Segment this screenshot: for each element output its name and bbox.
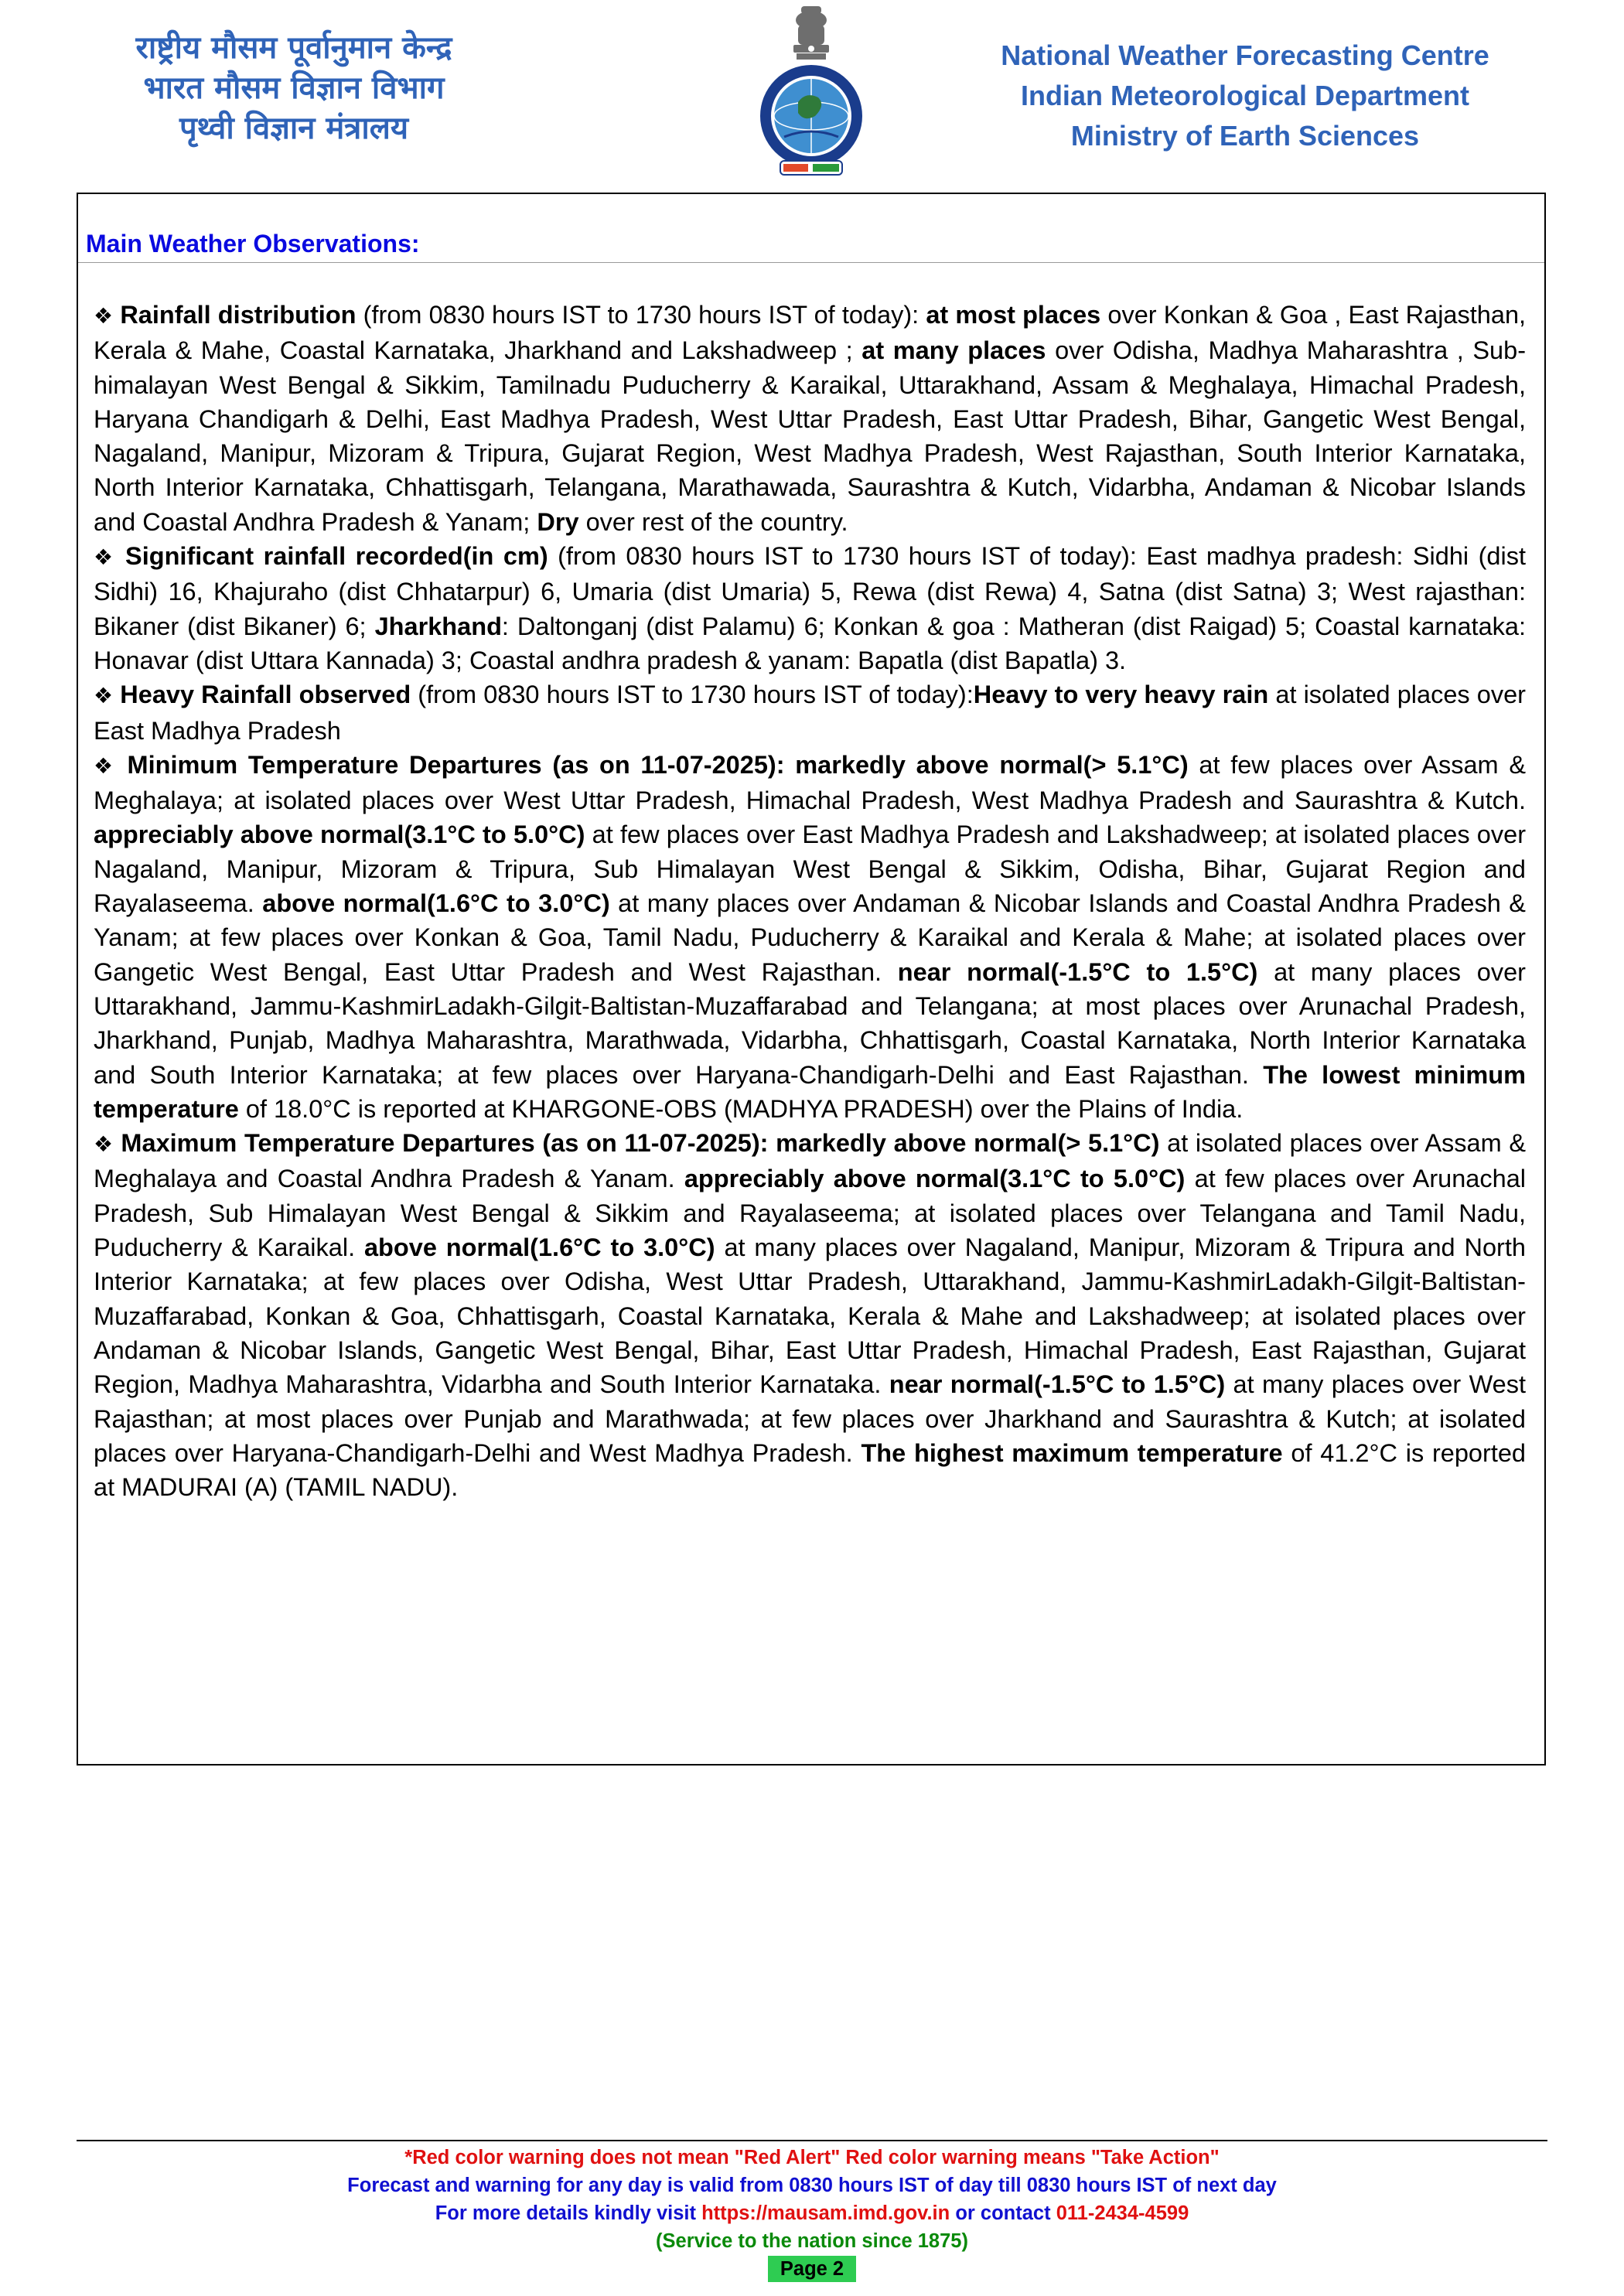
phone-number: 011-2434-4599 bbox=[1056, 2202, 1189, 2224]
hindi-line-2: भारत मौसम विज्ञान विभाग bbox=[143, 70, 445, 106]
most-places-text: over Konkan & Goa , East Rajasthan, Kerala & Mahe, Coastal Karnataka, Jharkhand and Lakshadweep ; bbox=[94, 301, 1527, 365]
rainfall-period: (from 0830 hours IST to 1730 hours IST of today): bbox=[363, 301, 919, 329]
footer-divider bbox=[77, 2140, 1547, 2141]
bullet-icon: ❖ bbox=[94, 1131, 114, 1158]
max-temp-text-4: at many places over West Rajasthan; at most places over Punjab and Marathwada; at few places over Jharkhand and Saurashtra & Kutch; at isolated places over Haryana-Chandigarh-Delhi and West Madhya Pradesh. bbox=[94, 1370, 1527, 1467]
observations-title: Main Weather Observations: bbox=[86, 230, 420, 258]
english-line-1: National Weather Forecasting Centre bbox=[1001, 39, 1489, 71]
min-temp-bold-4: near normal(-1.5°C to 1.5°C) bbox=[897, 957, 1258, 986]
min-temp-text-3: at many places over Andaman & Nicobar Islands and Coastal Andhra Pradesh & Yanam; at few places over Konkan & Goa, Tamil Nadu, Puducherry & Karaikal and Kerala & Mahe; at isolated places over Gangetic West Bengal, East Uttar Pradesh and West Rajasthan. bbox=[94, 889, 1526, 986]
hindi-org-name bbox=[85, 28, 503, 148]
min-temp-text-1: at few places over Assam & Meghalaya; at isolated places over West Uttar Pradesh, Himachal Pradesh, West Madhya Pradesh and Saurashtra & Kutch. bbox=[94, 750, 1527, 815]
website-link[interactable]: https://mausam.imd.gov.in bbox=[701, 2202, 950, 2224]
bullet-icon: ❖ bbox=[94, 683, 114, 709]
significant-rainfall-paragraph bbox=[94, 539, 1526, 677]
contact-prefix: For more details kindly visit bbox=[435, 2202, 696, 2224]
hindi-line-3: पृथ्वी विज्ञान मंत्रालय bbox=[179, 111, 409, 146]
english-line-2: Indian Meteorological Department bbox=[1020, 80, 1470, 111]
observations-body bbox=[94, 298, 1526, 1504]
dry-text: over rest of the country. bbox=[585, 507, 848, 536]
jharkhand-label: Jharkhand bbox=[374, 612, 502, 640]
min-temp-text-2: at few places over East Madhya Pradesh and Lakshadweep; at isolated places over Nagaland, Manipur, Mizoram & Tripura, Sub Himalayan West Bengal & Sikkim, Odisha, Bihar, Gujarat Region and Rayalaseema. bbox=[94, 820, 1527, 918]
many-places-text: over Odisha, Madhya Maharashtra , Sub-himalayan West Bengal & Sikkim, Tamilnadu Puducherry & Karaikal, Uttarakhand, Assam & Meghalaya, Himachal Pradesh, Haryana Chandigarh & Delhi, East Madhya Pradesh, West Uttar Pradesh, East Uttar Pradesh, Bihar, Gangetic West Bengal, Nagaland, Manipur, Mizoram & Tripura, Gujarat Region, West Madhya Pradesh, West Rajasthan, South Interior Karnataka, North Interior Karnataka, Chhattisgarh, Telangana, Marathawada, Saurashtra & Kutch, Vidarbha, Andaman & Nicobar Islands and Coastal Andhra Pradesh & Yanam; bbox=[94, 336, 1527, 536]
hindi-line-1: राष्ट्रीय मौसम पूर्वानुमान केन्द्र bbox=[135, 30, 452, 66]
rainfall-label: Rainfall distribution bbox=[120, 301, 357, 329]
title-divider bbox=[78, 262, 1544, 263]
max-temp-label: Maximum Temperature Departures (as on 11-07-2025): markedly above normal(> 5.1°C) bbox=[121, 1129, 1160, 1158]
max-temp-bold-2: appreciably above normal(3.1°C to 5.0°C) bbox=[684, 1165, 1186, 1193]
bullet-icon: ❖ bbox=[94, 752, 117, 779]
max-temp-text-2: at few places over Arunachal Pradesh, Sub Himalayan West Bengal & Sikkim and Rayalaseema; at isolated places over Telangana and Tamil Nadu, Puducherry & Karaikal. bbox=[94, 1165, 1526, 1262]
min-temp-text-4: at many places over Uttarakhand, Jammu-KashmirLadakh-Gilgit-Baltistan-Muzaffarabad and Telangana; at most places over Arunachal Pradesh, Jharkhand, Punjab, Madhya Maharashtra, Marathwada, Vidarbha, Chhattisgarh, Coastal Karnataka, North Interior Karnataka and South Interior Karnataka; at few places over Haryana-Chandigarh-Delhi and East Rajasthan. bbox=[94, 957, 1526, 1089]
heavy-rain-label: Heavy to very heavy rain bbox=[973, 681, 1269, 709]
significant-rainfall-text-1: (from 0830 hours IST to 1730 hours IST of today): East madhya pradesh: Sidhi (dist Sidhi) 16, Khajuraho (dist Chhatarpur) 6, Umaria (dist Umaria) 5, Rewa (dist Rewa) 4, Satna (dist Satna) 3; West rajasthan: Bikaner (dist Bikaner) 6; bbox=[94, 542, 1526, 640]
page-header bbox=[0, 0, 1624, 186]
max-temp-text-5: of 41.2°C is reported at MADURAI (A) (TAMIL NADU). bbox=[94, 1438, 1527, 1502]
validity-note: Forecast and warning for any day is valid from 0830 hours IST of day till 0830 hours IST of next day bbox=[347, 2175, 1277, 2196]
max-temp-text-1: at isolated places over Assam & Meghalaya and Coastal Andhra Pradesh & Yanam. bbox=[94, 1129, 1526, 1193]
heavy-rainfall-period: (from 0830 hours IST to 1730 hours IST of today): bbox=[418, 681, 974, 709]
min-temp-bold-3: above normal(1.6°C to 3.0°C) bbox=[262, 889, 610, 918]
rainfall-distribution-paragraph bbox=[94, 298, 1526, 539]
max-temp-bold-3: above normal(1.6°C to 3.0°C) bbox=[363, 1233, 715, 1262]
significant-rainfall-label: Significant rainfall recorded(in cm) bbox=[125, 542, 548, 571]
most-places-label: at most places bbox=[926, 301, 1101, 329]
page-number-badge: Page 2 bbox=[768, 2256, 856, 2282]
contact-line bbox=[0, 2199, 1624, 2227]
imd-emblem-icon bbox=[753, 2, 869, 186]
min-temp-text-5: of 18.0°C is reported at KHARGONE-OBS (MADHYA PRADESH) over the Plains of India. bbox=[245, 1094, 1244, 1123]
contact-mid: or contact bbox=[955, 2202, 1051, 2224]
heavy-rainfall-label: Heavy Rainfall observed bbox=[120, 681, 411, 709]
min-temp-label: Minimum Temperature Departures (as on 11-07-2025): markedly above normal(> 5.1°C) bbox=[127, 750, 1189, 779]
significant-rainfall-text-2: : Daltonganj (dist Palamu) 6; Konkan & goa : Matheran (dist Raigad) 5; Coastal karnataka: Honavar (dist Uttara Kannada) 3; Coastal andhra pradesh & yanam: Bapatla (dist Bapatla) 3. bbox=[94, 612, 1526, 674]
service-tagline: (Service to the nation since 1875) bbox=[656, 2230, 968, 2252]
max-temp-bold-4: near normal(-1.5°C to 1.5°C) bbox=[889, 1370, 1226, 1399]
minimum-temperature-paragraph bbox=[94, 748, 1526, 1126]
max-temp-bold-5: The highest maximum temperature bbox=[861, 1438, 1283, 1467]
many-places-label: at many places bbox=[861, 336, 1046, 365]
page-footer bbox=[0, 2144, 1624, 2283]
english-org-name bbox=[959, 36, 1531, 156]
dry-label: Dry bbox=[537, 507, 579, 536]
heavy-rainfall-paragraph bbox=[94, 677, 1526, 748]
observations-panel bbox=[77, 193, 1546, 1765]
min-temp-bold-2: appreciably above normal(3.1°C to 5.0°C) bbox=[94, 820, 585, 849]
heavy-rainfall-text: at isolated places over East Madhya Pradesh bbox=[94, 681, 1526, 745]
bullet-icon: ❖ bbox=[94, 544, 116, 571]
bullet-icon: ❖ bbox=[94, 303, 114, 329]
min-temp-bold-5: The lowest minimum temperature bbox=[94, 1060, 1526, 1123]
lion-capital-icon bbox=[793, 6, 829, 60]
maximum-temperature-paragraph bbox=[94, 1126, 1526, 1504]
red-warning-note: *Red color warning does not mean "Red Alert" Red color warning means "Take Action" bbox=[404, 2147, 1220, 2168]
english-line-3: Ministry of Earth Sciences bbox=[1070, 120, 1420, 152]
max-temp-text-3: at many places over Nagaland, Manipur, Mizoram & Tripura and North Interior Karnataka; at few places over Odisha, West Uttar Pradesh, Uttarakhand, Jammu-KashmirLadakh-Gilgit-Baltistan-Muzaffarabad, Konkan & Goa, Chhattisgarh, Coastal Karnataka, Kerala & Mahe and Lakshadweep; at isolated places over Andaman & Nicobar Islands, Gangetic West Bengal, Bihar, East Uttar Pradesh, Himachal Pradesh, East Rajasthan, Gujarat Region, Madhya Maharashtra, Vidarbha and South Interior Karnataka. bbox=[94, 1233, 1526, 1399]
